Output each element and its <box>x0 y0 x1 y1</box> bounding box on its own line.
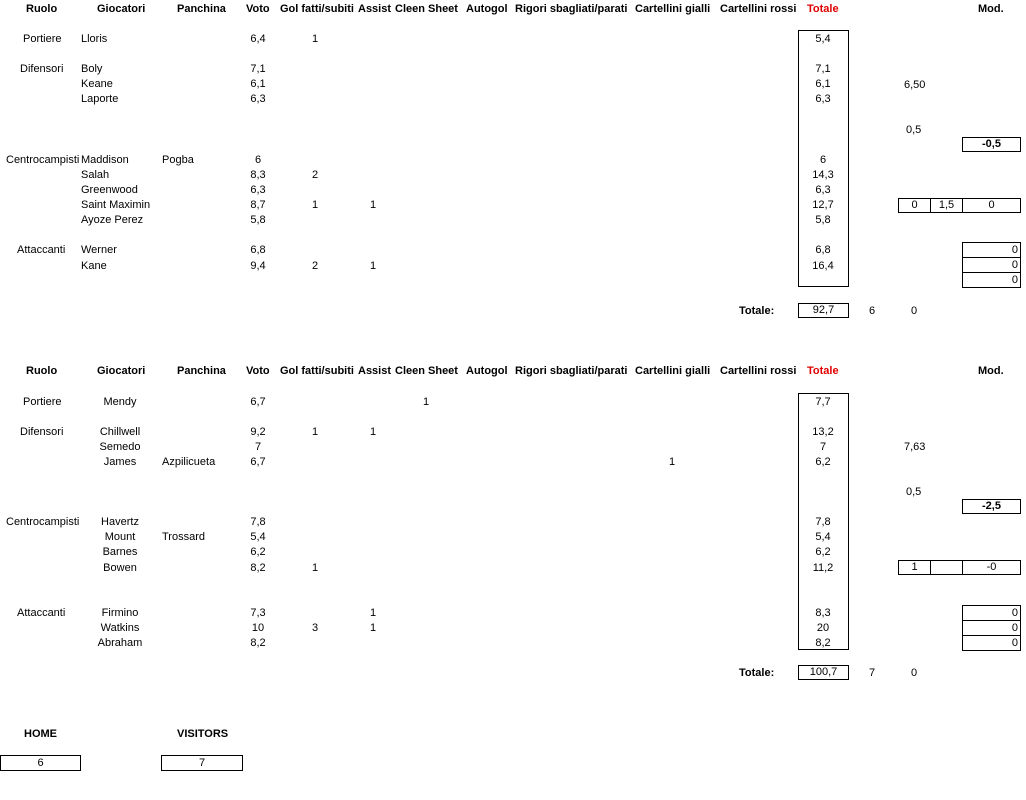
attack-box-2: 0 <box>962 620 1021 636</box>
header-giocatori: Giocatori <box>97 365 146 377</box>
bench-player: Trossard <box>162 531 205 543</box>
voto-cell: 6,1 <box>250 78 266 90</box>
totale-cell: 6,1 <box>815 78 831 90</box>
totale-cell: 6 <box>819 154 827 166</box>
totale-cell: 7,1 <box>815 63 831 75</box>
header-clean-sheet: Cleen Sheet <box>395 365 458 377</box>
player-name: Lloris <box>81 33 108 45</box>
header-mod: Mod. <box>978 3 1004 15</box>
totale-cell: 6,2 <box>815 546 831 558</box>
role-difensori: Difensori <box>20 426 64 438</box>
modifier-box: -2,5 <box>962 499 1021 514</box>
header-gol: Gol fatti/subiti <box>280 3 354 15</box>
totale-cell: 6,2 <box>815 456 831 468</box>
voto-cell: 8,3 <box>250 169 266 181</box>
midfield-box-1: 0 <box>898 198 931 213</box>
voto-cell: 6,4 <box>250 33 266 45</box>
voto-cell: 7 <box>254 441 262 453</box>
assist-cell: 1 <box>369 199 377 211</box>
totale-cell: 14,3 <box>812 169 834 181</box>
assist-cell: 1 <box>369 260 377 272</box>
player-name: Keane <box>81 78 113 90</box>
header-ruolo: Ruolo <box>26 3 58 15</box>
totale-value-box: 92,7 <box>798 303 849 318</box>
header-rossi: Cartellini rossi <box>720 365 797 377</box>
totale-cell: 6,8 <box>815 244 831 256</box>
gol-cell: 1 <box>311 33 319 45</box>
voto-cell: 8,7 <box>250 199 266 211</box>
voto-cell: 10 <box>251 622 265 634</box>
player-name: Saint Maximin <box>81 199 151 211</box>
player-name: Salah <box>81 169 110 181</box>
extra-value: 0 <box>911 667 918 679</box>
goals-scored: 6 <box>869 305 876 317</box>
voto-cell: 9,2 <box>250 426 266 438</box>
totale-cell: 16,4 <box>812 260 834 272</box>
header-rigori: Rigori sbagliati/parati <box>515 3 628 15</box>
totale-cell: 8,2 <box>815 637 831 649</box>
player-name: Semedo <box>99 441 141 453</box>
clean-sheet-cell: 1 <box>422 396 430 408</box>
midfield-box-3: 0 <box>962 198 1021 213</box>
bench-player: Pogba <box>162 154 194 166</box>
assist-cell: 1 <box>369 426 377 438</box>
visitors-score: 7 <box>161 755 243 771</box>
player-name: Firmino <box>101 607 139 619</box>
midfield-box-2 <box>930 560 963 575</box>
header-mod: Mod. <box>978 365 1004 377</box>
voto-cell: 6,7 <box>250 456 266 468</box>
totale-label: Totale: <box>739 667 775 679</box>
extra-value: 0 <box>911 305 918 317</box>
voto-cell: 5,8 <box>250 214 266 226</box>
header-rossi: Cartellini rossi <box>720 3 797 15</box>
totale-cell: 5,4 <box>815 33 831 45</box>
header-voto: Voto <box>246 3 270 15</box>
totale-cell: 11,2 <box>812 562 834 574</box>
totale-cell: 6,3 <box>815 93 831 105</box>
totale-cell: 8,3 <box>815 607 831 619</box>
midfield-box-2: 1,5 <box>930 198 963 213</box>
voto-cell: 6,7 <box>250 396 266 408</box>
player-name: Greenwood <box>81 184 138 196</box>
voto-cell: 8,2 <box>250 637 266 649</box>
role-portiere: Portiere <box>23 33 62 45</box>
player-name: Abraham <box>97 637 143 649</box>
player-name: Laporte <box>81 93 119 105</box>
home-score: 6 <box>0 755 81 771</box>
voto-cell: 8,2 <box>250 562 266 574</box>
totale-label: Totale: <box>739 305 775 317</box>
header-gialli: Cartellini gialli <box>635 3 711 15</box>
gialli-cell: 1 <box>668 456 676 468</box>
header-assist: Assist <box>358 3 392 15</box>
player-name: Bowen <box>103 562 137 574</box>
header-rigori: Rigori sbagliati/parati <box>515 365 628 377</box>
totale-cell: 13,2 <box>812 426 834 438</box>
role-centrocampisti: Centrocampisti <box>6 154 80 166</box>
header-panchina: Panchina <box>177 3 226 15</box>
role-centrocampisti: Centrocampisti <box>6 516 80 528</box>
totale-cell: 12,7 <box>812 199 834 211</box>
header-autogol: Autogol <box>466 365 508 377</box>
header-gol: Gol fatti/subiti <box>280 365 354 377</box>
totale-cell: 7,7 <box>815 396 831 408</box>
header-giocatori: Giocatori <box>97 3 146 15</box>
attack-box-2: 0 <box>962 257 1021 273</box>
voto-cell: 6,3 <box>250 184 266 196</box>
player-name: Kane <box>81 260 107 272</box>
header-clean-sheet: Cleen Sheet <box>395 3 458 15</box>
midfield-box-3: -0 <box>962 560 1021 575</box>
totale-cell: 6,3 <box>815 184 831 196</box>
voto-cell: 7,1 <box>250 63 266 75</box>
player-name: Havertz <box>101 516 139 528</box>
gol-cell: 3 <box>311 622 319 634</box>
visitors-label: VISITORS <box>177 728 229 740</box>
player-name: Maddison <box>81 154 129 166</box>
attack-box-3: 0 <box>962 635 1021 651</box>
attack-box-1: 0 <box>962 605 1021 621</box>
voto-cell: 7,3 <box>250 607 266 619</box>
defense-average: 6,50 <box>904 79 926 91</box>
voto-cell: 6,2 <box>250 546 266 558</box>
voto-cell: 6,8 <box>250 244 266 256</box>
totale-cell: 5,8 <box>815 214 831 226</box>
defense-modifier: 0,5 <box>906 486 922 498</box>
header-assist: Assist <box>358 365 392 377</box>
home-label: HOME <box>24 728 57 740</box>
header-autogol: Autogol <box>466 3 508 15</box>
gol-cell: 2 <box>311 169 319 181</box>
gol-cell: 2 <box>311 260 319 272</box>
attack-box-1: 0 <box>962 242 1021 258</box>
defense-average: 7,63 <box>904 441 926 453</box>
voto-cell: 6 <box>254 154 262 166</box>
midfield-box-1: 1 <box>898 560 931 575</box>
player-name: Werner <box>81 244 117 256</box>
voto-cell: 6,3 <box>250 93 266 105</box>
header-totale: Totale <box>807 365 839 377</box>
defense-modifier: 0,5 <box>906 124 922 136</box>
player-name: Mount <box>104 531 136 543</box>
totale-value-box: 100,7 <box>798 665 849 680</box>
assist-cell: 1 <box>369 607 377 619</box>
role-attaccanti: Attaccanti <box>17 607 66 619</box>
totale-cell: 7,8 <box>815 516 831 528</box>
player-name: Boly <box>81 63 103 75</box>
gol-cell: 1 <box>311 426 319 438</box>
voto-cell: 5,4 <box>250 531 266 543</box>
modifier-box: -0,5 <box>962 137 1021 152</box>
role-difensori: Difensori <box>20 63 64 75</box>
player-name: Mendy <box>103 396 137 408</box>
gol-cell: 1 <box>311 199 319 211</box>
player-name: Ayoze Perez <box>81 214 144 226</box>
player-name: Barnes <box>102 546 138 558</box>
role-portiere: Portiere <box>23 396 62 408</box>
player-name: Watkins <box>100 622 140 634</box>
assist-cell: 1 <box>369 622 377 634</box>
goals-scored: 7 <box>869 667 876 679</box>
attack-box-3: 0 <box>962 272 1021 288</box>
header-voto: Voto <box>246 365 270 377</box>
voto-cell: 7,8 <box>250 516 266 528</box>
player-name: Chillwell <box>99 426 141 438</box>
bench-player: Azpilicueta <box>162 456 216 468</box>
totale-cell: 20 <box>816 622 830 634</box>
totale-cell: 7 <box>819 441 827 453</box>
voto-cell: 9,4 <box>250 260 266 272</box>
header-ruolo: Ruolo <box>26 365 58 377</box>
header-totale: Totale <box>807 3 839 15</box>
header-panchina: Panchina <box>177 365 226 377</box>
totale-cell: 5,4 <box>815 531 831 543</box>
gol-cell: 1 <box>311 562 319 574</box>
role-attaccanti: Attaccanti <box>17 244 66 256</box>
header-gialli: Cartellini gialli <box>635 365 711 377</box>
player-name: James <box>103 456 137 468</box>
